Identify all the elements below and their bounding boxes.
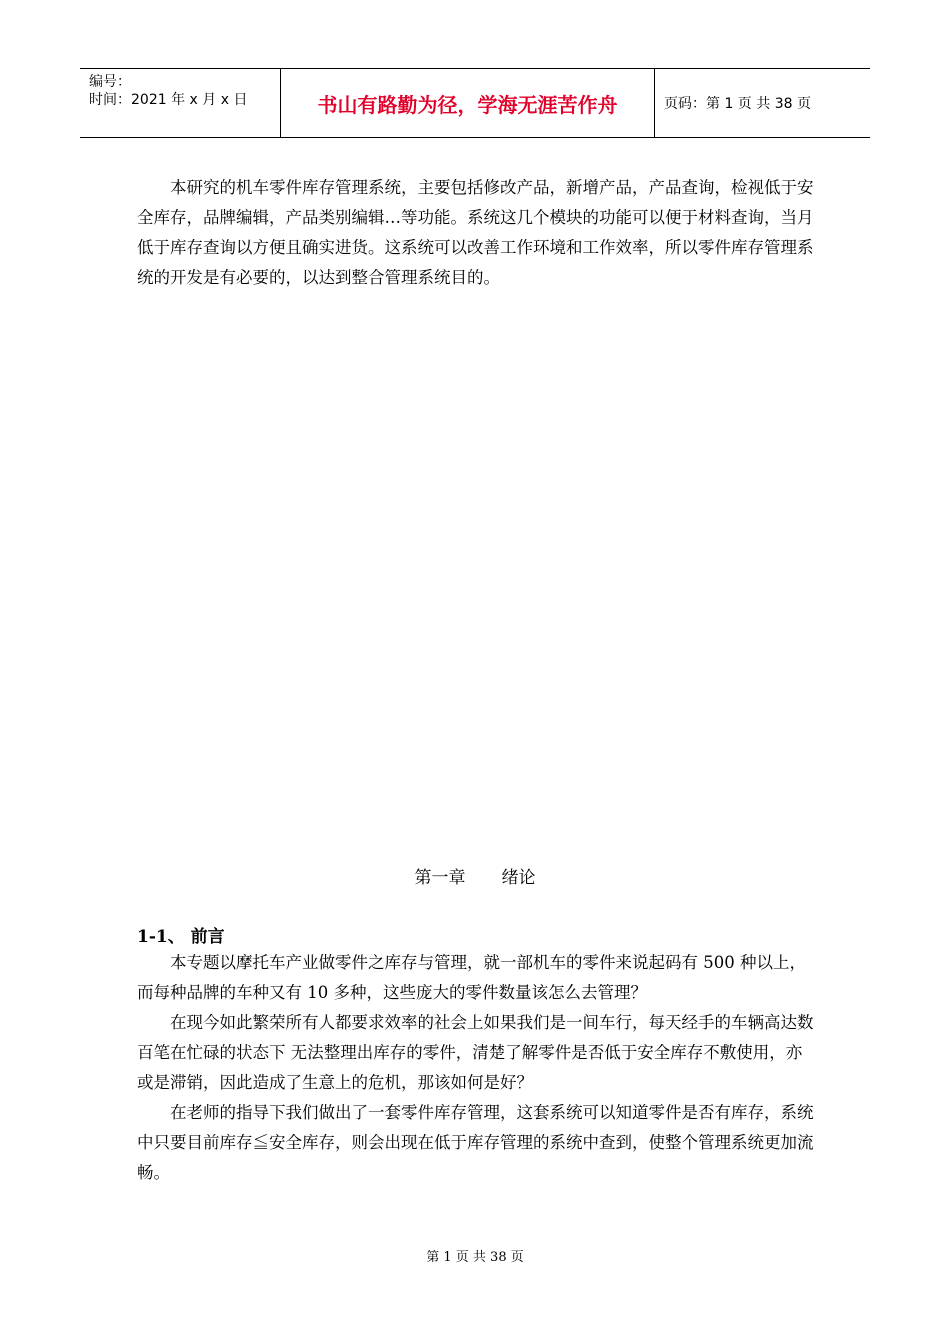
chapter-number: 第一章 [414, 868, 466, 888]
header-motto: 书山有路勤为径，学海无涯苦作舟 [281, 69, 655, 137]
document-date-label: 时间：2021 年 x 月 x 日 [89, 92, 248, 108]
body-paragraph: 在老师的指导下我们做出了一套零件库存管理，这套系统可以知道零件是否有库存，系统中只要目前库存≦安全库存，则会出现在低于库存管理的系统中查到，使整个管理系统更加流畅。 [137, 1103, 814, 1182]
header-page-label: 页码：第 1 页 共 38 页 [664, 96, 811, 112]
body-paragraph: 在现今如此繁荣所有人都要求效率的社会上如果我们是一间车行，每天经手的车辆高达数百笔在忙碌的状态下 无法整理出库存的零件，清楚了解零件是否低于安全库存不敷使用，亦或是滞销，因此造成了生意上的危机，那该如何是好？ [137, 1013, 814, 1092]
header-meta-cell [80, 69, 281, 137]
document-header [80, 68, 870, 138]
body-paragraph: 本专题以摩托车产业做零件之库存与管理，就一部机车的零件来说起码有 500 种以上，而每种品牌的车种又有 10 多种，这些庞大的零件数量该怎么去管理？ [137, 953, 806, 1002]
chapter-heading [0, 863, 950, 888]
chapter-title: 绪论 [501, 868, 536, 888]
abstract-paragraph: 本研究的机车零件库存管理系统，主要包括修改产品，新增产品，产品查询，检视低于安全库存，品牌编辑，产品类别编辑…等功能。系统这几个模块的功能可以便于材料查询，当月低于库存查询以方便且确实进货。这系统可以改善工作环境和工作效率，所以零件库存管理系统的开发是有必要的，以达到整合管理系统目的。 [137, 178, 814, 287]
document-number-label: 编号： [89, 74, 131, 90]
page-footer: 第 1 页 共 38 页 [426, 1250, 524, 1265]
section-heading: 1-1、 前言 [137, 927, 225, 947]
